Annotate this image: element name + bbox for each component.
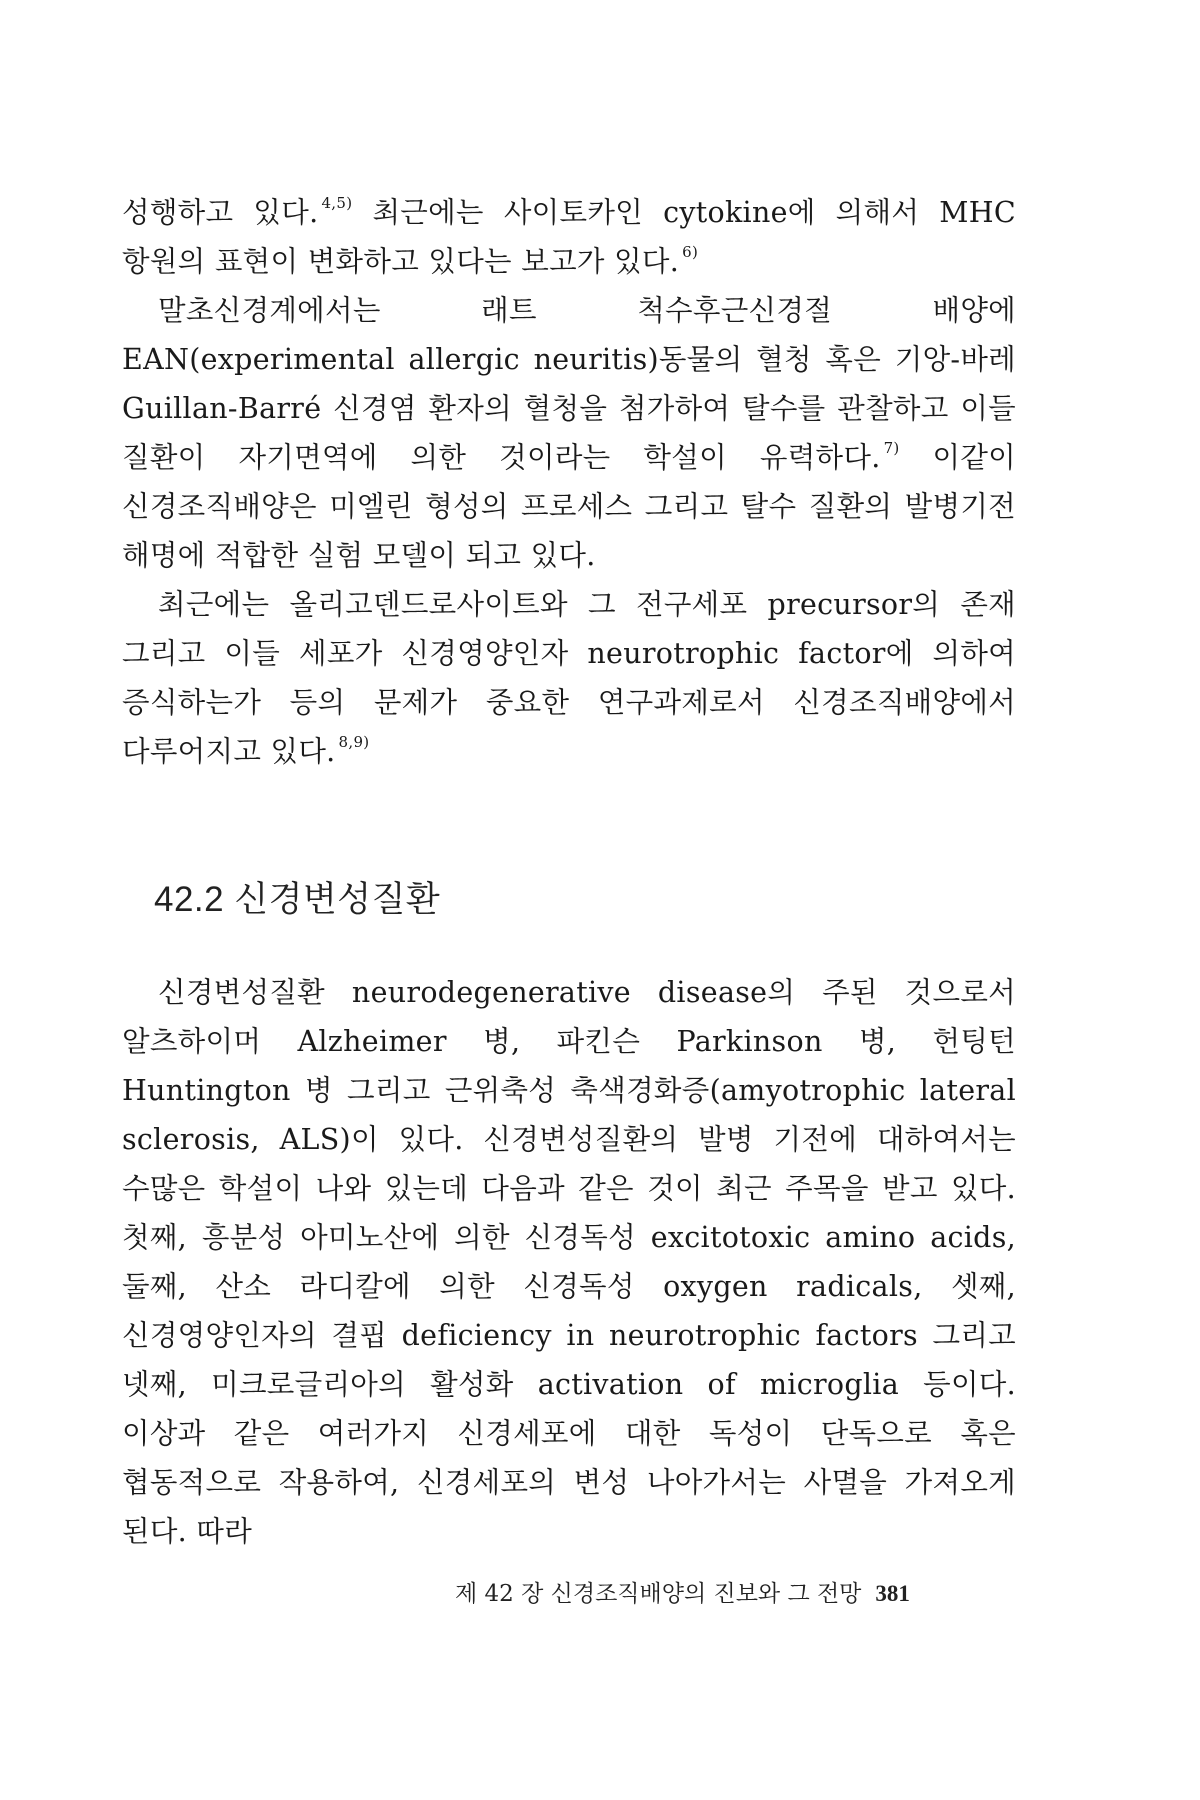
paragraph-text: 최근에는 올리고덴드로사이트와 그 전구세포 precursor의 존재 그리고 이들 세포가 신경영양인자 neurotrophic factor에 의하여 증식하는가 등의 문제가 중요한 연구과제로서 신경조직배양에서 다루어지고 있다.: [122, 588, 1016, 768]
reference-marker: 8,9): [338, 733, 370, 751]
section-heading: 42.2 신경변성질환: [154, 880, 441, 919]
paragraph-text: 말초신경계에서는 래트 척수후근신경절 배양에 EAN(experimental allergic neuritis)동물의 혈청 혹은 기앙-바레 Guillan-Barré 신경염 환자의 혈청을 첨가하여 탈수를 관찰하고 이들 질환이 자기면역에 의한 것이라는 학설이 유력하다.: [122, 294, 1016, 474]
section-text-block: [122, 968, 1016, 1556]
reference-marker: 4,5): [321, 194, 353, 212]
paragraph-oligodendrocyte: [122, 580, 1016, 776]
page-number: 381: [875, 1581, 910, 1606]
intro-text-block: [122, 188, 1016, 776]
paragraph-text: 성행하고 있다.: [122, 196, 319, 229]
reference-marker: 7): [883, 439, 900, 457]
chapter-title: 제 42 장 신경조직배양의 진보와 그 전망: [455, 1581, 862, 1607]
reference-marker: 6): [682, 243, 699, 261]
paragraph-text: 이같이 신경조직배양은 미엘린 형성의 프로세스 그리고 탈수 질환의 발병기전 해명에 적합한 실험 모델이 되고 있다.: [122, 441, 1017, 572]
paragraph-continued: [122, 188, 1016, 286]
paragraph-peripheral-nerve: [122, 286, 1016, 580]
paragraph-text: 최근에는 사이토카인 cytokine에 의해서 MHC 항원의 표현이 변화하고 있다는 보고가 있다.: [122, 196, 1016, 278]
paragraph-neurodegenerative: 신경변성질환 neurodegenerative disease의 주된 것으로서 알츠하이머 Alzheimer 병, 파킨슨 Parkinson 병, 헌팅턴 Huntington 병 그리고 근위축성 축색경화증(amyotrophic lateral sclerosis, ALS)이 있다. 신경변성질환의 발병 기전에 대하여서는 수많은 학설이 나와 있는데 다음과 같은 것이 최근 주목을 받고 있다. 첫째, 흥분성 아미노산에 의한 신경독성 excitotoxic amino acids, 둘째, 산소 라디칼에 의한 신경독성 oxygen radicals, 셋째, 신경영양인자의 결핍 deficiency in neurotrophic factors 그리고 넷째, 미크로글리아의 활성화 activation of microglia 등이다. 이상과 같은 여러가지 신경세포에 대한 독성이 단독으로 혹은 협동적으로 작용하여, 신경세포의 변성 나아가서는 사멸을 가져오게 된다. 따라: [122, 976, 1016, 1548]
page-footer: [455, 1575, 910, 1608]
